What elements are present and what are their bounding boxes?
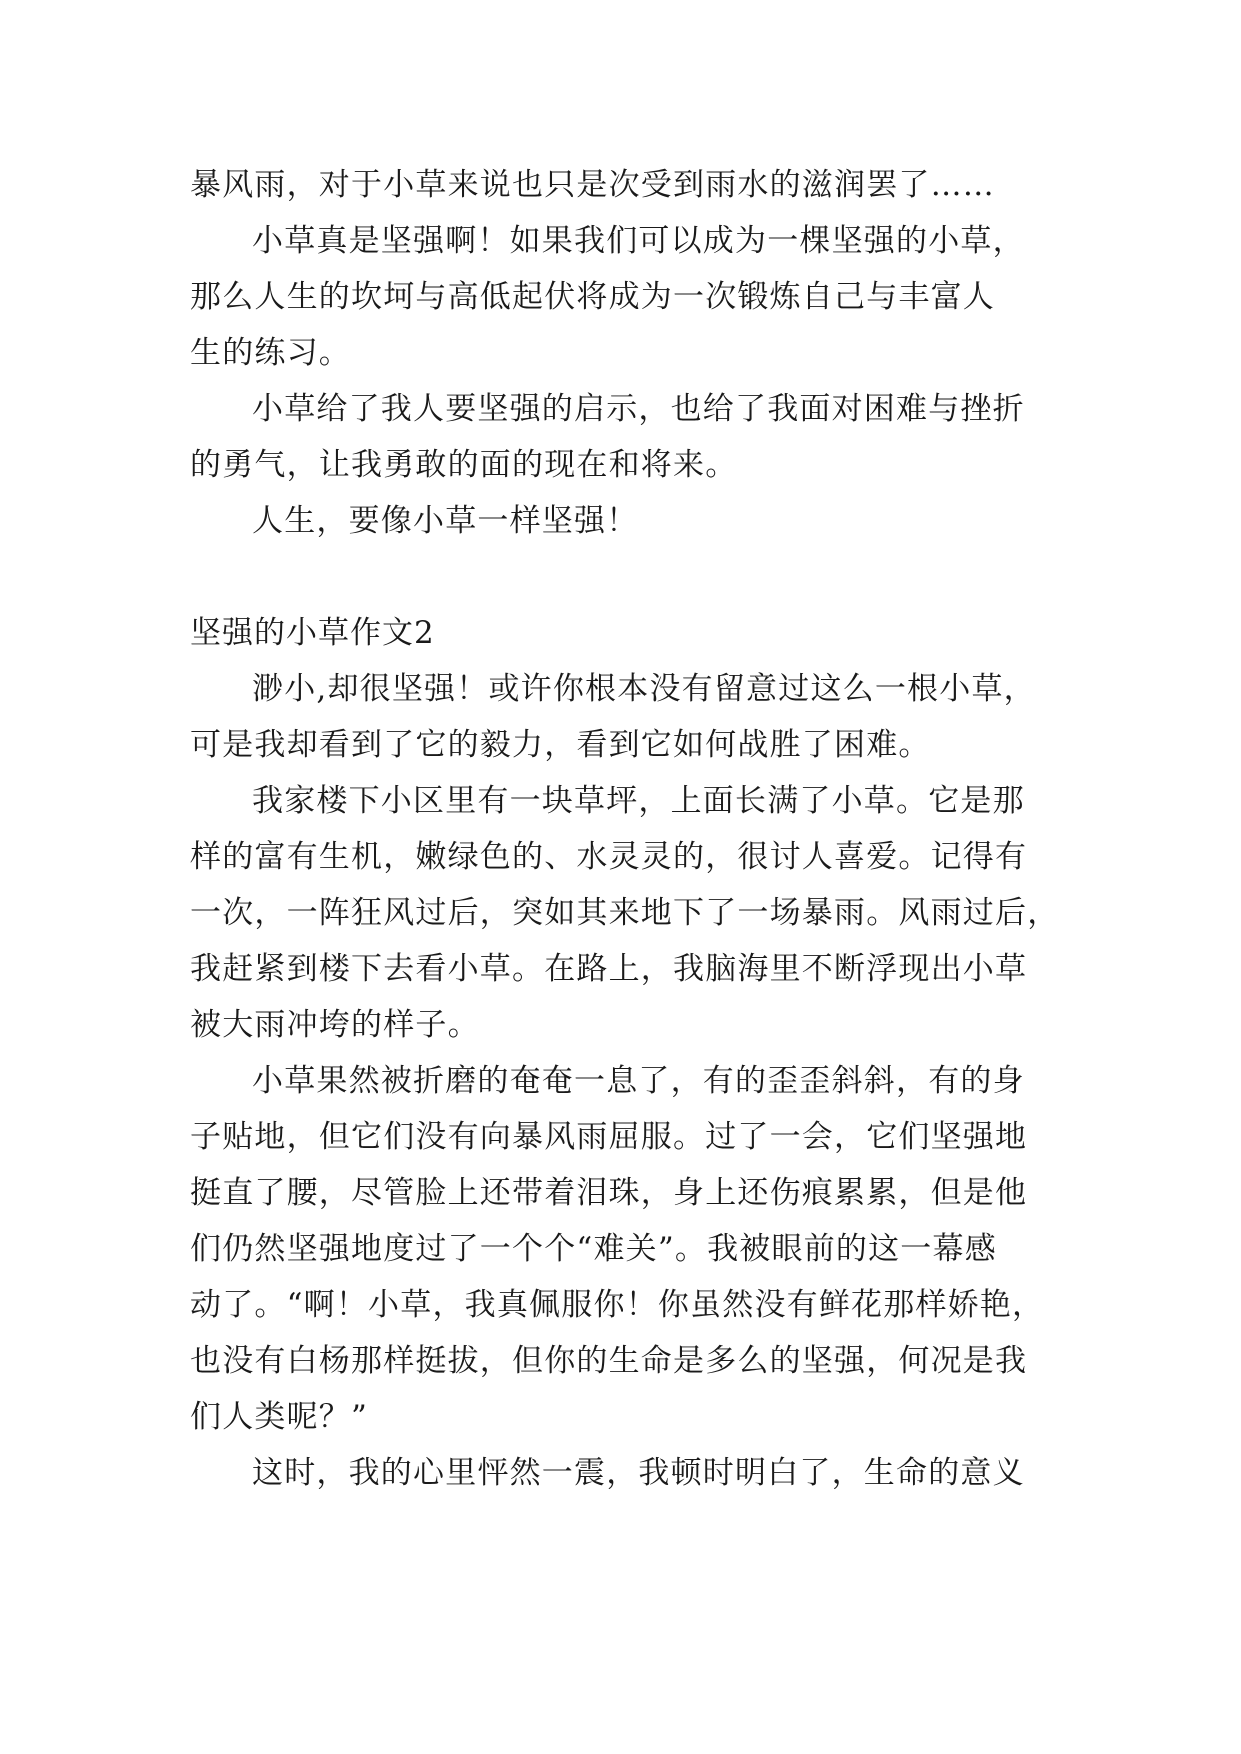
- text-line-19: 动了。“啊！小草，我真佩服你！你虽然没有鲜花那样娇艳，: [190, 1287, 1045, 1323]
- text-line-12: 一次，一阵狂风过后，突如其来地下了一场暴雨。风雨过后，: [190, 895, 1060, 931]
- text-line-15: 小草果然被折磨的奄奄一息了，有的歪歪斜斜，有的身: [252, 1063, 1025, 1099]
- text-line-21: 们人类呢？”: [190, 1399, 369, 1435]
- text-line-2: 小草真是坚强啊！如果我们可以成为一棵坚强的小草，: [252, 223, 1025, 259]
- text-line-6: 的勇气，让我勇敢的面的现在和将来。: [190, 447, 738, 483]
- section-title: 坚强的小草作文2: [190, 615, 435, 651]
- text-line-17: 挺直了腰，尽管脸上还带着泪珠，身上还伤痕累累，但是他: [190, 1175, 1028, 1211]
- text-line-8: 渺小,却很坚强！或许你根本没有留意过这么一根小草，: [252, 671, 1036, 707]
- text-line-16: 子贴地，但它们没有向暴风雨屈服。过了一会，它们坚强地: [190, 1119, 1028, 1155]
- text-line-13: 我赶紧到楼下去看小草。在路上，我脑海里不断浮现出小草: [190, 951, 1028, 987]
- text-line-18: 们仍然坚强地度过了一个个“难关”。我被眼前的这一幕感: [190, 1231, 997, 1267]
- text-line-20: 也没有白杨那样挺拔，但你的生命是多么的坚强，何况是我: [190, 1343, 1028, 1379]
- text-line-14: 被大雨冲垮的样子。: [190, 1007, 480, 1043]
- text-line-7: 人生，要像小草一样坚强！: [252, 503, 639, 539]
- text-line-1: 暴风雨，对于小草来说也只是次受到雨水的滋润罢了……: [190, 167, 995, 203]
- text-line-5: 小草给了我人要坚强的启示，也给了我面对困难与挫折: [252, 391, 1025, 427]
- text-line-4: 生的练习。: [190, 335, 351, 371]
- text-line-3: 那么人生的坎坷与高低起伏将成为一次锻炼自己与丰富人: [190, 279, 995, 315]
- text-line-9: 可是我却看到了它的毅力，看到它如何战胜了困难。: [190, 727, 931, 763]
- text-line-11: 样的富有生机，嫩绿色的、水灵灵的，很讨人喜爱。记得有: [190, 839, 1028, 875]
- text-line-22: 这时，我的心里怦然一震，我顿时明白了，生命的意义: [252, 1455, 1025, 1491]
- text-line-10: 我家楼下小区里有一块草坪，上面长满了小草。它是那: [252, 783, 1025, 819]
